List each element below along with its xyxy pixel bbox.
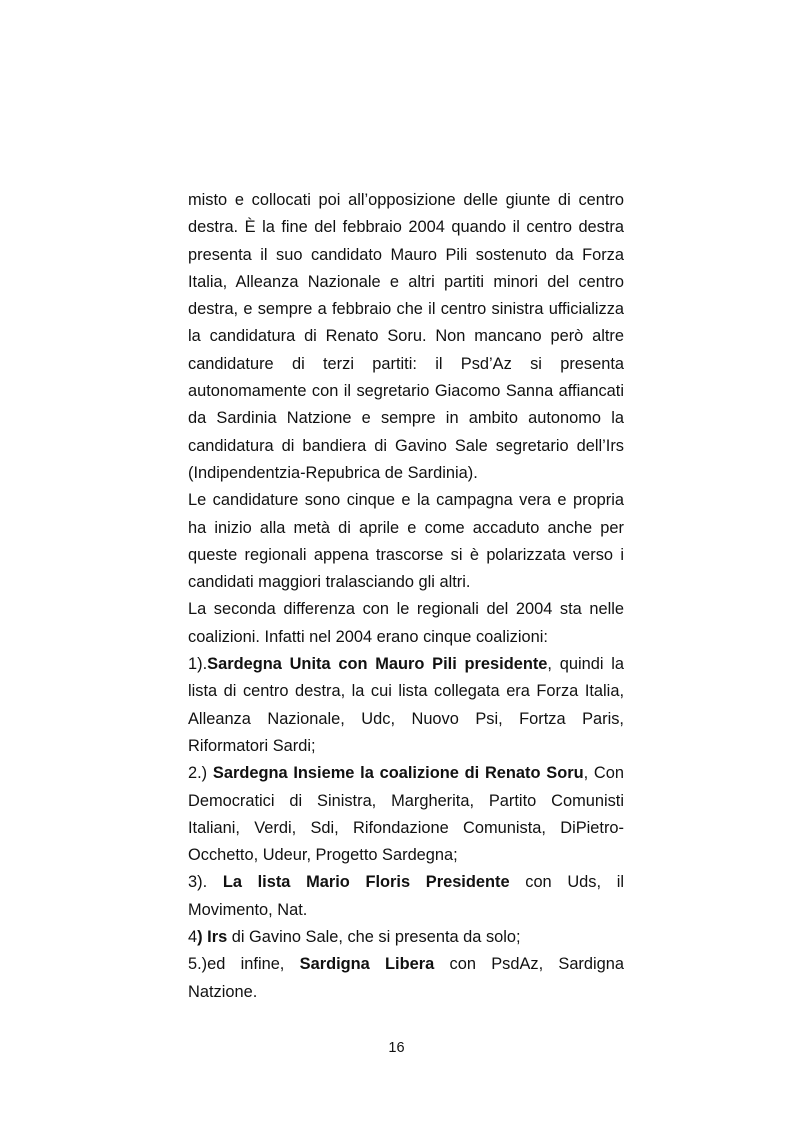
coalition-description: di Gavino Sale, che si presenta da solo; <box>227 928 521 947</box>
coalition-description: , quindi la lista di centro destra, la cui lista collegata era Forza Italia, Alleanza Nazionale, Udc, Nuovo Psi, Fortza Paris, Riformatori Sardi; <box>188 655 624 755</box>
coalition-description: con PsdAz, Sardigna Natzione. <box>188 955 624 1001</box>
coalition-prefix: 4 <box>188 928 198 947</box>
coalition-prefix: 1). <box>188 655 208 674</box>
coalition-name: La lista Mario Floris Presidente <box>222 873 510 892</box>
coalition-name: Sardigna Libera <box>299 955 435 974</box>
coalition-item-1 <box>188 651 624 760</box>
paragraph-coalizioni: La seconda differenza con le regionali del 2004 sta nelle coalizioni. Infatti nel 2004 erano cinque coalizioni: <box>188 600 624 646</box>
coalition-name: Sardegna Insieme la coalizione di Renato Soru <box>212 764 584 783</box>
body-text <box>188 187 624 1006</box>
coalition-prefix: 5.)ed infine, <box>188 955 300 974</box>
coalition-item-3 <box>188 869 624 924</box>
coalition-item-5 <box>188 951 624 1006</box>
page-number: 16 <box>388 1040 405 1056</box>
coalition-item-2 <box>188 760 624 869</box>
coalition-prefix: 3). <box>188 873 223 892</box>
coalition-name: Sardegna Unita con Mauro Pili presidente <box>207 655 548 674</box>
coalition-item-4 <box>188 924 624 951</box>
coalition-prefix: 2.) <box>188 764 213 783</box>
coalition-name: ) Irs <box>197 928 228 947</box>
paragraph-candidature: Le candidature sono cinque e la campagna vera e propria ha inizio alla metà di aprile e come accaduto anche per queste regionali appena trascorse si è polarizzata verso i candidati maggiori tralasciando gli altri. <box>188 491 624 592</box>
coalition-description: , Con Democratici di Sinistra, Margherita, Partito Comunisti Italiani, Verdi, Sdi, Rifondazione Comunista, DiPietro-Occhetto, Udeur, Progetto Sardegna; <box>188 764 624 865</box>
paragraph-intro: misto e collocati poi all’opposizione delle giunte di centro destra. È la fine del febbraio 2004 quando il centro destra presenta il suo candidato Mauro Pili sostenuto da Forza Italia, Alleanza Nazionale e altri partiti minori del centro destra, e sempre a febbraio che il centro sinistra ufficializza la candidatura di Renato Soru. Non mancano però altre candidature di terzi partiti: il Psd’Az si presenta autonomamente con il segretario Giacomo Sanna affiancati da Sardinia Natzione e sempre in ambito autonomo la candidatura di bandiera di Gavino Sale segretario dell’Irs (Indipendentzia-Repubrica de Sardinia). <box>188 191 624 482</box>
coalition-description: con Uds, il Movimento, Nat. <box>188 873 625 919</box>
